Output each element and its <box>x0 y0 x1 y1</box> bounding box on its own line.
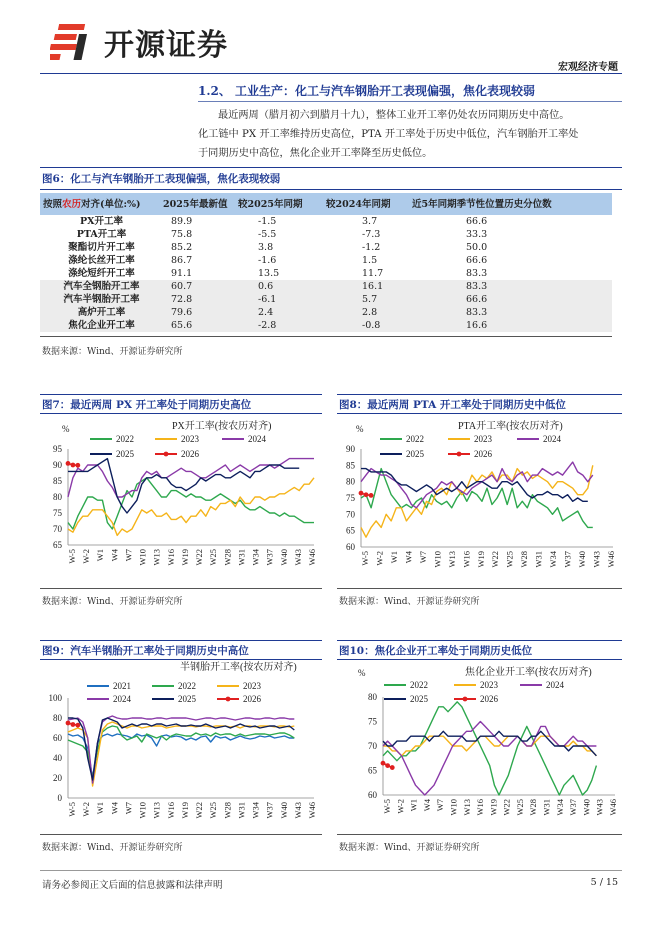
legend-label: 2024 <box>113 694 131 704</box>
x-tick-label: W1 <box>95 802 106 815</box>
x-tick-label: W28 <box>519 551 530 568</box>
x-tick-label: W25 <box>208 549 219 566</box>
legend-marker <box>457 452 462 457</box>
y-tick-label: 70 <box>346 509 355 520</box>
company-logo-icon <box>50 20 100 62</box>
figure-source: 数据来源：Wind、开源证券研究所 <box>42 597 183 607</box>
series-line-2022 <box>361 469 593 528</box>
x-tick-label: W13 <box>151 802 162 819</box>
x-tick-label: W28 <box>528 799 539 816</box>
x-tick-label: W22 <box>490 551 501 568</box>
figure-source: 数据来源：Wind、开源证券研究所 <box>339 843 480 853</box>
table-row <box>40 254 612 267</box>
table-cell: 2.4 <box>238 306 326 319</box>
footer-divider <box>40 870 622 871</box>
company-logo-text: 开源证券 <box>104 28 228 63</box>
series-line-2024 <box>68 716 294 783</box>
table-header-cell: 较2024年同期 <box>326 193 412 215</box>
legend-label: 2021 <box>113 681 131 691</box>
figure-title: 图8：最近两周 PTA 开工率处于同期历史中低位 <box>339 399 566 411</box>
x-tick-label: W37 <box>562 551 573 568</box>
body-paragraph-line: 于同期历史中高位，焦化企业开工率降至历史低位。 <box>198 148 433 159</box>
x-tick-label: W34 <box>250 549 261 566</box>
series-point-2026 <box>385 763 390 768</box>
x-tick-label: W-5 <box>67 802 77 817</box>
page-number: 5 / 15 <box>590 877 618 888</box>
table-cell: 33.3 <box>466 229 488 240</box>
series-line-2026 <box>68 723 78 725</box>
legend-label: 2024 <box>248 434 266 444</box>
x-tick-label: W13 <box>151 549 162 566</box>
x-tick-label: W19 <box>488 799 499 816</box>
x-tick-label: W19 <box>179 802 190 819</box>
y-tick-label: 20 <box>53 773 62 783</box>
legend-label: 2023 <box>474 434 492 444</box>
table-row <box>40 241 612 254</box>
series-line-2024 <box>68 459 314 497</box>
table-cell: 66.6 <box>466 216 488 227</box>
table-cell: PX开工率 <box>79 216 123 227</box>
x-tick-label: W37 <box>264 549 275 566</box>
legend-label: 2023 <box>480 680 498 690</box>
series-line-2023 <box>68 722 294 786</box>
table-cell: 汽车全钢胎开工率 <box>40 280 163 293</box>
y-tick-label: 85 <box>53 476 62 486</box>
table-row <box>40 267 612 280</box>
series-line-2025 <box>68 718 294 780</box>
figure-rule <box>40 167 622 168</box>
header-divider <box>40 73 622 74</box>
figure-rule <box>337 640 622 641</box>
figure-title: 图9：汽车半钢胎开工率处于同期历史中高位 <box>42 645 249 657</box>
series-line-2023 <box>361 465 593 537</box>
legend-label: 2024 <box>543 434 561 444</box>
x-tick-label: W34 <box>548 551 559 568</box>
series-point-2026 <box>66 461 71 466</box>
y-tick-label: 85 <box>346 460 355 471</box>
legend-marker <box>164 452 169 457</box>
y-tick-label: 60 <box>346 542 355 552</box>
legend-label: 2026 <box>243 694 261 704</box>
table-cell: 11.7 <box>362 268 384 279</box>
table-cell: -7.3 <box>362 229 381 240</box>
y-tick-label: 75 <box>346 493 355 503</box>
x-tick-label: W16 <box>165 802 176 819</box>
table-cell: 66.6 <box>466 255 488 266</box>
table-cell: -0.8 <box>326 319 412 332</box>
x-tick-label: W10 <box>137 802 148 819</box>
x-tick-label: W34 <box>250 802 261 819</box>
x-tick-label: W19 <box>179 549 190 566</box>
y-tick-label: 80 <box>53 492 62 502</box>
y-tick-label: 75 <box>368 716 377 727</box>
x-tick-label: W7 <box>435 799 446 812</box>
table-cell: 聚酯切片开工率 <box>68 242 135 253</box>
series-line-2025 <box>383 731 596 756</box>
series-point-2026 <box>381 761 386 766</box>
figure-bottom-rule <box>40 834 322 835</box>
x-tick-label: W25 <box>504 551 515 568</box>
x-tick-label: W7 <box>123 549 134 562</box>
figure-rule <box>40 659 322 660</box>
x-tick-label: W46 <box>606 551 616 568</box>
x-tick-label: W-2 <box>374 551 385 566</box>
table-cell: 83.3 <box>412 306 612 319</box>
table-cell: 89.9 <box>171 216 193 227</box>
table-cell: 60.7 <box>163 280 238 293</box>
y-tick-label: 100 <box>48 693 62 703</box>
figure-rule <box>40 640 322 641</box>
table-cell: -1.2 <box>362 242 381 253</box>
table-header-cell: 较2025年同期 <box>238 193 326 215</box>
utilization-table <box>40 193 612 332</box>
table-cell: 2.8 <box>326 306 412 319</box>
figure-title: 图6：化工与汽车钢胎开工表现偏强，焦化表现较弱 <box>42 173 281 185</box>
table-cell: 3.7 <box>362 216 378 227</box>
table-cell: 汽车半钢胎开工率 <box>40 293 163 306</box>
x-tick-label: W4 <box>109 802 120 815</box>
legend-label: 2022 <box>410 680 428 690</box>
y-tick-label: 90 <box>53 460 62 470</box>
x-tick-label: W7 <box>123 802 134 815</box>
x-tick-label: W37 <box>264 802 275 819</box>
table-cell: 1.5 <box>362 255 378 266</box>
y-tick-label: 90 <box>346 444 355 454</box>
table-cell: 涤纶短纤开工率 <box>68 268 135 279</box>
body-paragraph-line: 最近两周（腊月初六到腊月十九），整体工业开工率仍处农历同期历史中高位。 <box>218 110 570 121</box>
x-tick-label: W-5 <box>382 799 392 814</box>
y-tick-label: 60 <box>368 790 377 800</box>
legend-label: 2025 <box>406 449 424 459</box>
chart-title: PX开工率(按农历对齐) <box>172 421 272 432</box>
series-line-2026 <box>383 763 392 768</box>
x-tick-label: W13 <box>461 799 472 816</box>
report-category: 宏观经济专题 <box>558 62 618 73</box>
section-divider <box>198 101 622 102</box>
figure-source: 数据来源：Wind、开源证券研究所 <box>42 347 183 357</box>
x-tick-label: W16 <box>165 549 176 566</box>
x-tick-label: W46 <box>307 549 317 566</box>
series-line-2021 <box>68 734 294 778</box>
body-paragraph-line: 化工链中 PX 开工率维持历史高位，PTA 开工率处于历史中低位，汽车钢胎开工率处 <box>198 129 579 140</box>
x-tick-label: W40 <box>278 549 289 566</box>
table-row <box>40 293 612 306</box>
x-tick-label: W43 <box>594 799 605 816</box>
y-tick-label: 60 <box>53 733 62 743</box>
table-cell: 75.8 <box>171 229 193 240</box>
table-bottom-rule <box>40 336 612 337</box>
series-line-2023 <box>383 736 596 756</box>
x-tick-label: W31 <box>236 802 247 819</box>
table-cell: 焦化企业开工率 <box>40 319 163 332</box>
x-tick-label: W31 <box>541 799 552 816</box>
series-point-2026 <box>364 492 369 497</box>
unit-label: % <box>358 668 366 678</box>
table-cell: 66.6 <box>412 293 612 306</box>
legend-label: 2023 <box>181 434 199 444</box>
x-tick-label: W10 <box>432 551 443 568</box>
table-header-row <box>40 193 612 215</box>
series-line-2025 <box>68 459 299 513</box>
legend-label: 2026 <box>474 449 492 459</box>
y-tick-label: 70 <box>368 741 377 751</box>
legend-label: 2025 <box>410 694 428 704</box>
figure-title: 图7：最近两周 PX 开工率处于同期历史高位 <box>42 399 252 411</box>
figure-rule <box>40 189 622 190</box>
legend-label: 2023 <box>243 681 261 691</box>
table-cell: -6.1 <box>238 293 326 306</box>
x-tick-label: W-2 <box>81 549 92 564</box>
x-tick-label: W1 <box>95 549 106 562</box>
legend-label: 2026 <box>181 449 199 459</box>
x-tick-label: W43 <box>292 802 303 819</box>
x-tick-label: W1 <box>408 799 419 812</box>
x-tick-label: W-5 <box>67 549 77 564</box>
figure-source: 数据来源：Wind、开源证券研究所 <box>42 843 183 853</box>
figure-rule <box>337 394 622 395</box>
y-tick-label: 65 <box>368 765 377 776</box>
table-cell: 65.6 <box>163 319 238 332</box>
table-cell: 13.5 <box>258 268 280 279</box>
x-tick-label: W46 <box>608 799 618 816</box>
table-cell: 86.7 <box>171 255 193 266</box>
unit-label: % <box>356 424 364 434</box>
series-point-2026 <box>75 723 80 728</box>
y-tick-label: 80 <box>53 713 62 723</box>
series-line-2026 <box>68 463 78 465</box>
y-tick-label: 0 <box>57 793 62 803</box>
y-tick-label: 95 <box>53 444 62 454</box>
y-tick-label: 65 <box>346 525 355 536</box>
table-row <box>40 319 612 332</box>
figure-source: 数据来源：Wind、开源证券研究所 <box>339 597 480 607</box>
series-line-2022 <box>383 702 596 795</box>
x-tick-label: W31 <box>533 551 544 568</box>
y-tick-label: 80 <box>346 476 355 487</box>
series-line-2022 <box>68 726 294 778</box>
series-point-2026 <box>71 722 76 727</box>
figure-rule <box>40 394 322 395</box>
series-point-2026 <box>390 765 395 770</box>
table-cell: 79.6 <box>163 306 238 319</box>
table-cell: 5.7 <box>326 293 412 306</box>
x-tick-label: W43 <box>591 551 602 568</box>
legend-label: 2025 <box>116 449 134 459</box>
y-tick-label: 75 <box>53 508 62 518</box>
legend-label: 2022 <box>116 434 134 444</box>
y-tick-label: 65 <box>53 540 62 550</box>
x-tick-label: W16 <box>475 799 486 816</box>
table-cell: PTA开工率 <box>76 229 127 240</box>
series-line-2025 <box>361 469 588 502</box>
series-point-2026 <box>71 463 76 468</box>
table-row <box>40 215 612 228</box>
legend-label: 2024 <box>546 680 564 690</box>
figure-bottom-rule <box>40 588 322 589</box>
x-tick-label: W-5 <box>360 551 370 566</box>
series-line-2024 <box>383 722 596 796</box>
x-tick-label: W10 <box>137 549 148 566</box>
x-tick-label: W13 <box>446 551 457 568</box>
x-tick-label: W22 <box>194 802 205 819</box>
table-cell: 3.8 <box>258 242 274 253</box>
table-header-cell: 按照农历对齐(单位:%) <box>40 193 163 215</box>
x-tick-label: W4 <box>421 799 432 812</box>
legend-marker <box>463 697 468 702</box>
unit-label: % <box>62 424 70 434</box>
figure-rule <box>40 413 322 414</box>
chart-title: PTA开工率(按农历对齐) <box>458 421 563 432</box>
series-point-2026 <box>359 491 364 496</box>
x-tick-label: W40 <box>577 551 588 568</box>
x-tick-label: W43 <box>292 549 303 566</box>
series-point-2026 <box>369 493 374 498</box>
legend-label: 2022 <box>406 434 424 444</box>
table-cell: 50.0 <box>466 242 488 253</box>
legend-label: 2025 <box>178 694 196 704</box>
x-tick-label: W28 <box>222 802 233 819</box>
x-tick-label: W40 <box>278 802 289 819</box>
footer-disclaimer: 请务必参阅正文后面的信息披露和法律声明 <box>42 880 223 891</box>
table-cell: 72.8 <box>163 293 238 306</box>
chart-title: 焦化企业开工率(按农历对齐) <box>465 667 592 678</box>
series-line-2023 <box>68 478 314 536</box>
series-point-2026 <box>75 463 80 468</box>
x-tick-label: W16 <box>461 551 472 568</box>
table-cell: 83.3 <box>466 268 488 279</box>
legend-marker <box>226 697 231 702</box>
table-cell: 91.1 <box>171 268 193 279</box>
figure-bottom-rule <box>337 834 622 835</box>
table-row <box>40 306 612 319</box>
table-cell: 16.6 <box>412 319 612 332</box>
table-cell: -1.5 <box>258 216 277 227</box>
table-cell: 涤纶长丝开工率 <box>68 255 135 266</box>
table-cell: 83.3 <box>412 280 612 293</box>
x-tick-label: W46 <box>307 802 317 819</box>
table-cell: -1.6 <box>258 255 277 266</box>
x-tick-label: W31 <box>236 549 247 566</box>
table-cell: 高炉开工率 <box>40 306 163 319</box>
figure-title: 图10：焦化企业开工率处于同期历史低位 <box>339 645 533 657</box>
y-tick-label: 70 <box>53 524 62 534</box>
x-tick-label: W-2 <box>395 799 406 814</box>
table-cell: -5.5 <box>258 229 277 240</box>
y-tick-label: 80 <box>368 692 377 702</box>
x-tick-label: W4 <box>403 551 414 564</box>
x-tick-label: W10 <box>448 799 459 816</box>
x-tick-label: W28 <box>222 549 233 566</box>
series-line-2022 <box>68 478 314 529</box>
table-cell: 16.1 <box>326 280 412 293</box>
x-tick-label: W7 <box>417 551 428 564</box>
x-tick-label: W22 <box>501 799 512 816</box>
legend-label: 2026 <box>480 694 498 704</box>
x-tick-label: W22 <box>194 549 205 566</box>
x-tick-label: W25 <box>514 799 525 816</box>
table-header-cell: 近5年同期季节性位置历史分位数 <box>412 193 612 215</box>
x-tick-label: W25 <box>208 802 219 819</box>
x-tick-label: W37 <box>568 799 579 816</box>
table-row <box>40 228 612 241</box>
legend-label: 2022 <box>178 681 196 691</box>
x-tick-label: W19 <box>475 551 486 568</box>
figure-bottom-rule <box>337 588 622 589</box>
figure-rule <box>337 659 622 660</box>
x-tick-label: W40 <box>581 799 592 816</box>
x-tick-label: W4 <box>109 549 120 562</box>
x-tick-label: W1 <box>388 551 399 564</box>
table-cell: 0.6 <box>238 280 326 293</box>
series-line-2024 <box>361 462 593 508</box>
section-title: 1.2、 工业生产：化工与汽车钢胎开工表现偏强，焦化表现较弱 <box>198 84 536 98</box>
table-header-cell: 2025年最新值 <box>163 193 238 215</box>
table-row <box>40 280 612 293</box>
x-tick-label: W-2 <box>81 802 92 817</box>
x-tick-label: W34 <box>554 799 565 816</box>
series-point-2026 <box>66 721 71 726</box>
table-cell: -2.8 <box>238 319 326 332</box>
table-cell: 85.2 <box>171 242 193 253</box>
chart-title: 半钢胎开工率(按农历对齐) <box>180 662 297 673</box>
y-tick-label: 40 <box>53 753 62 763</box>
series-line-2026 <box>361 493 371 495</box>
figure-rule <box>337 413 622 414</box>
